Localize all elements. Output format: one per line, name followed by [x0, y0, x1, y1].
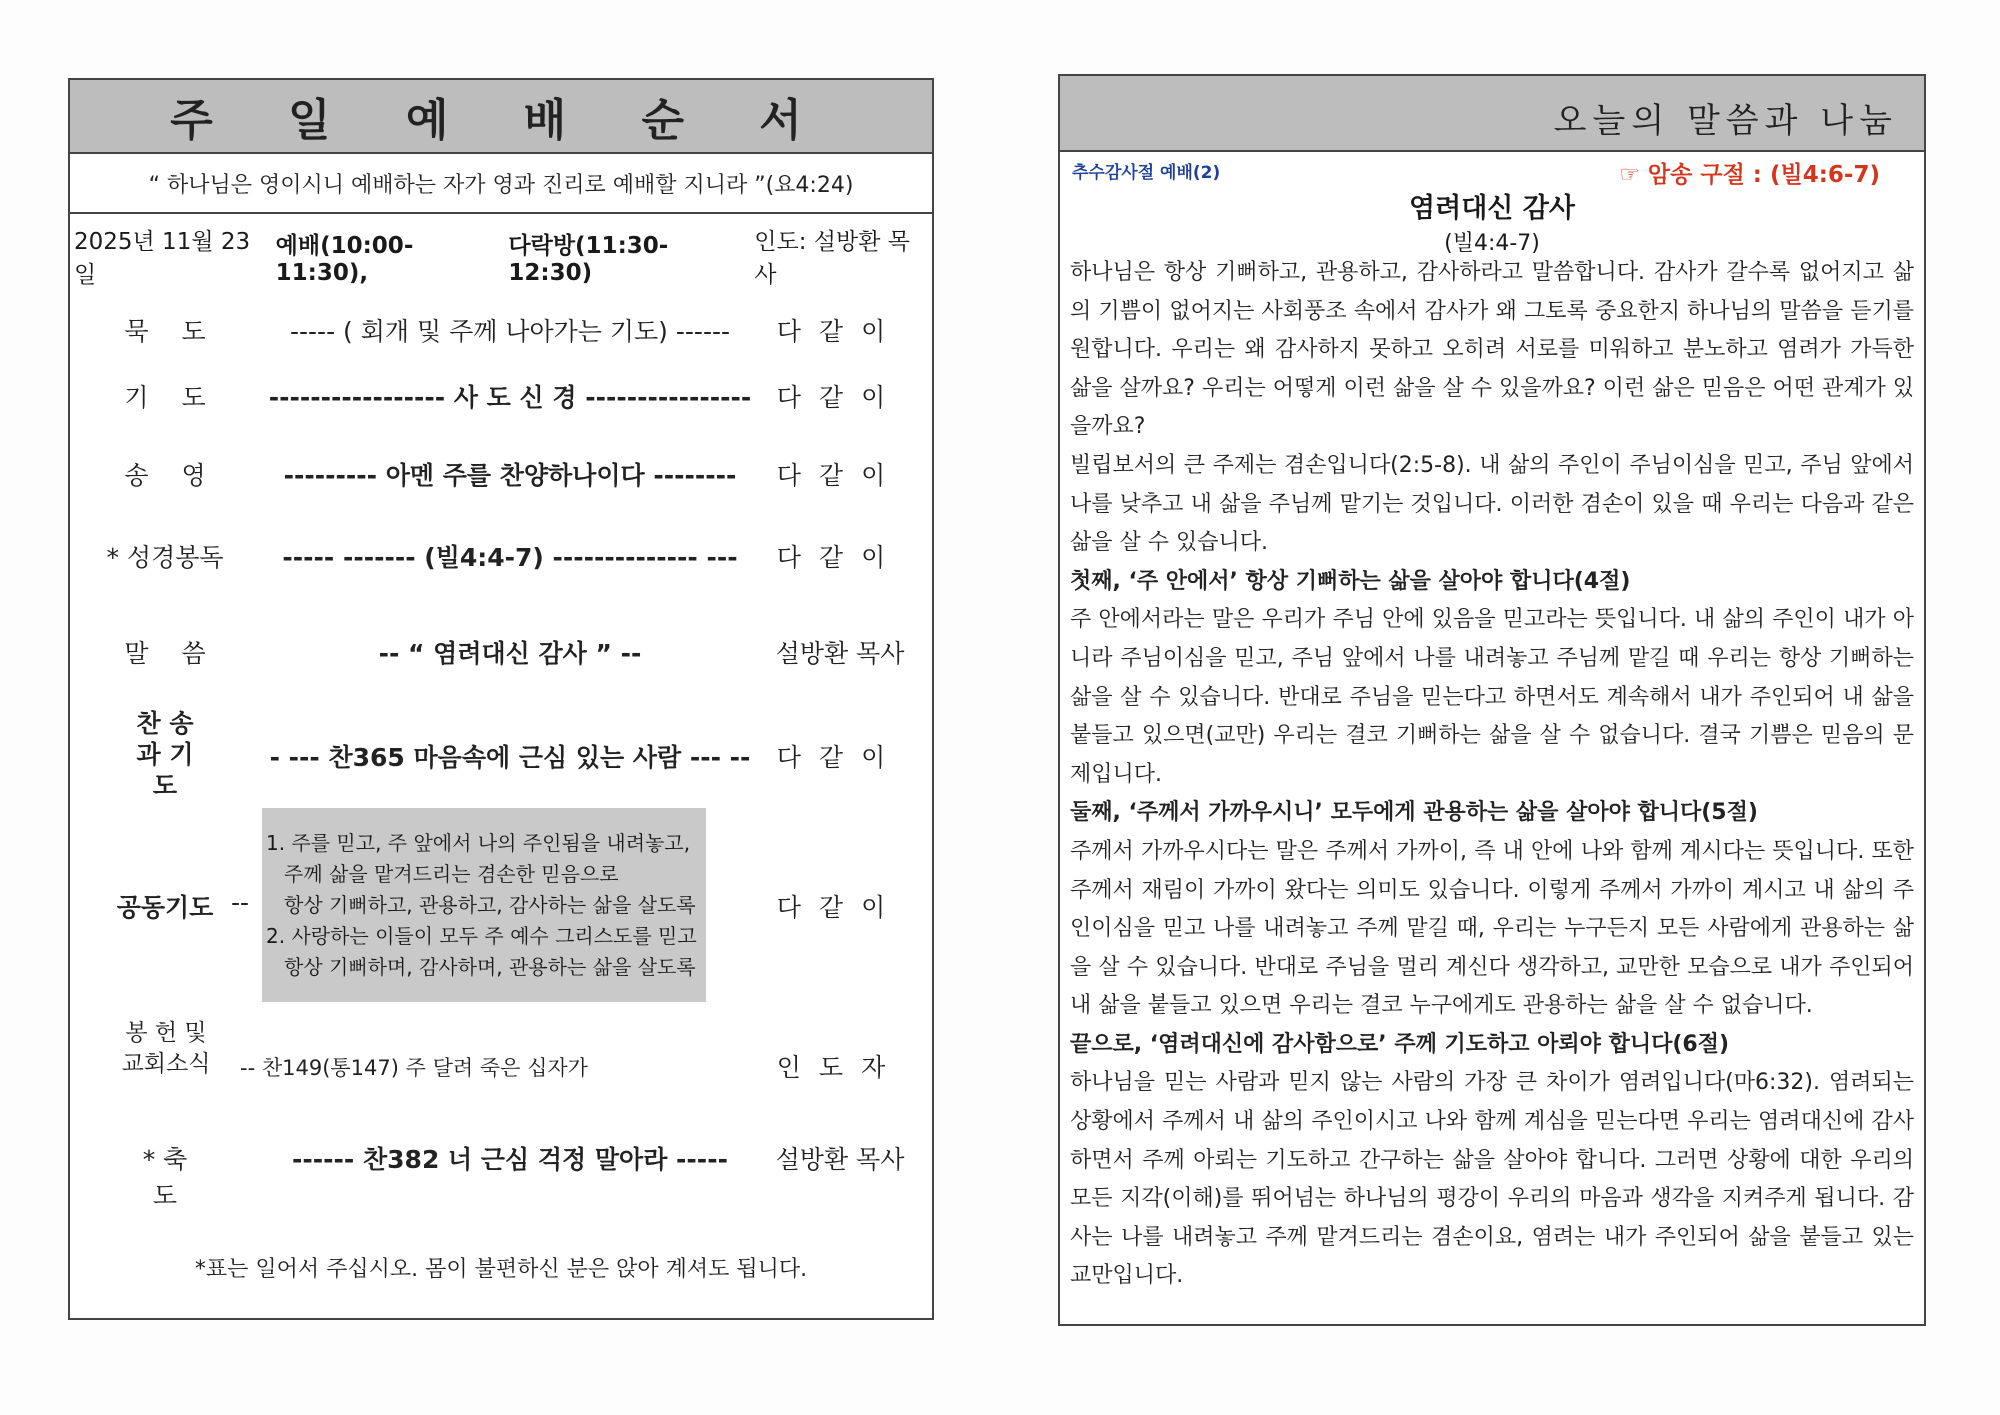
prayer-line: 주께 삶을 맡겨드리는 겸손한 믿음으로 — [284, 862, 619, 886]
order-label: * 축 도 — [142, 1145, 221, 1210]
prayer-line: 1. 주를 믿고, 주 앞에서 나의 주인됨을 내려놓고, — [266, 831, 691, 855]
order-label: 찬 송 과 기 도 — [136, 709, 194, 800]
order-label: 송 영 — [124, 461, 206, 490]
order-label: 봉 헌 및 교회소식 — [121, 1020, 211, 1077]
order-label: * 성경봉독 — [106, 543, 224, 572]
order-participant: 다같이 — [776, 743, 904, 772]
sermon-paragraph: 빌립보서의 큰 주제는 겸손입니다(2:5-8). 내 삶의 주인이 주님이심을 믿고, 주님 앞에서 나를 낮추고 내 삶을 주님께 맡기는 것입니다. 이러한 겸손이 있을 때 우리는 다음과 같은 삶을 살 수 있습니다. — [1070, 452, 1914, 556]
order-participant: 설방환 목사 — [775, 639, 905, 668]
order-participant: 다같이 — [776, 383, 904, 412]
sermon-paragraph: 주 안에서라는 말은 우리가 주님 안에 있음을 믿고라는 뜻입니다. 내 삶의 주인이 내가 아니라 주님이심을 믿고, 주님 앞에서 나를 내려놓고 주님께 맡길 때 우리는 항상 기뻐하는 삶을 살 수 있습니다. 반대로 주님을 믿는다고 하면서도 계속해서 내가 주인되어 내 삶을 붙들고 있으면(교만) 우리는 결코 기뻐하는 삶을 살 수 없습니다. 결국 기쁨은 믿음의 문제입니다. — [1070, 607, 1914, 787]
sermon-paragraph: 하나님은 항상 기뻐하고, 관용하고, 감사하라고 말씀합니다. 감사가 갈수록 없어지고 삶의 기쁨이 없어지는 사회풍조 속에서 감사가 왜 그토록 중요한지 하나님의 말씀을 듣기를 원합니다. 우리는 왜 감사하지 못하고 오히려 서로를 미워하고 분노하고 염려가 가득한 삶을 살까요? 우리는 어떻게 이런 삶을 살 수 있을까요? 이런 삶은 믿음은 어떤 관계가 있을까요? — [1070, 260, 1914, 440]
order-label: 말 씀 — [124, 639, 206, 668]
darakbang-time: 다락방(11:30-12:30) — [508, 232, 669, 286]
theme-verse: “ 하나님은 영이시니 예배하는 자가 영과 진리로 예배할 지니라 ”(요4:24) — [70, 154, 932, 214]
sermon-paragraph: 주께서 가까우시다는 말은 주께서 가까이, 즉 내 안에 나와 함께 계시다는 뜻입니다. 또한 주께서 재림이 가까이 왔다는 의미도 있습니다. 이렇게 주께서 가까이 계시고 내 삶의 주인이심을 믿고 나를 내려놓고 주께 맡길 때, 우리는 누구든지 모든 사람에게 관용하는 삶을 살 수 있습니다. 반대로 주님을 멀리 계신다 생각하고, 교만한 모습으로 내가 주인되어 내 삶을 붙들고 있으면 우리는 결코 누구에게도 관용하는 삶을 살 수 없습니다. — [1070, 838, 1914, 1019]
sermon-point-heading: 둘째, ‘주께서 가까우시니’ 모두에게 관용하는 삶을 살아야 합니다(5절) — [1070, 800, 1758, 826]
series-label: 추수감사절 예배(2) — [1072, 163, 1221, 183]
sermon-paragraph: 하나님을 믿는 사람과 믿지 않는 사람의 가장 큰 차이가 염려입니다(마6:32). 염려되는 상황에서 주께서 내 삶의 주인이시고 나와 함께 계심을 믿는다면 우리는 염려대신에 감사하면서 주께 아뢰는 기도하고 간구하는 삶을 살아야 합니다. 그러면 상황에 대한 우리의 모든 지각(이해)를 뛰어넘는 하나님의 평강이 우리의 마음과 생각을 지켜주게 됩니다. 감사는 나를 내려놓고 주께 맡겨드리는 겸손이요, 염려는 내가 주인되어 삶을 붙들고 있는 교만입니다. — [1070, 1070, 1914, 1289]
sermon-point-heading: 첫째, ‘주 안에서’ 항상 기뻐하는 삶을 살아야 합니다(4절) — [1070, 568, 1631, 594]
sermon-panel-title: 오늘의 말씀과 나눔 — [1060, 76, 1924, 152]
order-content: -- “ 염려대신 감사 ” -- — [378, 639, 642, 668]
order-participant: 설방환 목사 — [775, 1145, 905, 1174]
order-content: ----------------- 사 도 신 경 ---------------- — [268, 383, 752, 412]
prayer-line: 항상 기뻐하고, 관용하고, 감사하는 삶을 살도록 — [284, 893, 696, 917]
sermon-reference: (빌4:4-7) — [1444, 231, 1540, 256]
worship-order-title: 주 일 예 배 순 서 — [70, 80, 932, 154]
order-content: -- — [230, 888, 250, 917]
order-content: --------- 아멘 주를 찬양하나이다 -------- — [283, 461, 737, 490]
service-info — [74, 229, 928, 288]
order-label: 묵 도 — [124, 317, 206, 346]
service-leader: 인도: 설방환 목사 — [754, 229, 910, 288]
order-content: -- 찬149(통147) 주 달려 죽은 십자가 — [240, 1056, 588, 1080]
standing-footnote: *표는 일어서 주십시오. 몸이 불편하신 분은 앉아 계셔도 됩니다. — [194, 1257, 808, 1282]
order-participant: 다같이 — [776, 317, 904, 346]
order-content: ------ 찬382 너 근심 걱정 말아라 ----- — [292, 1145, 728, 1174]
order-participant: 인도자 — [776, 1053, 904, 1082]
service-date: 2025년 11월 23일 — [74, 229, 251, 288]
order-participant: 다같이 — [776, 893, 904, 922]
order-content: ----- ( 회개 및 주께 나아가는 기도) ------ — [289, 317, 731, 346]
order-content: - --- 찬365 마음속에 근심 있는 사람 --- -- — [269, 743, 751, 772]
sermon-panel — [1058, 74, 1926, 1326]
prayer-line: 2. 사랑하는 이들이 모두 주 예수 그리스도를 믿고 — [266, 924, 697, 948]
sermon-point-heading: 끝으로, ‘염려대신에 감사함으로’ 주께 기도하고 아뢰야 합니다(6절) — [1070, 1031, 1729, 1057]
joint-prayer-box — [262, 808, 706, 1002]
order-content: ----- ------- (빌4:4-7) -------------- --- — [282, 543, 738, 572]
order-participant: 다같이 — [776, 461, 904, 490]
sermon-body — [1070, 254, 1914, 1296]
memory-verse: ☞ 암송 구절 : (빌4:6-7) — [1619, 162, 1880, 188]
order-label: 공동기도 — [116, 893, 214, 922]
order-participant: 다같이 — [776, 543, 904, 572]
order-label: 기 도 — [124, 383, 206, 412]
worship-order-panel — [68, 78, 934, 1320]
sermon-title: 염려대신 감사 — [1409, 193, 1575, 224]
prayer-line: 항상 기뻐하며, 감사하며, 관용하는 삶을 살도록 — [284, 955, 696, 979]
worship-time: 예배(10:00-11:30), — [275, 232, 414, 286]
